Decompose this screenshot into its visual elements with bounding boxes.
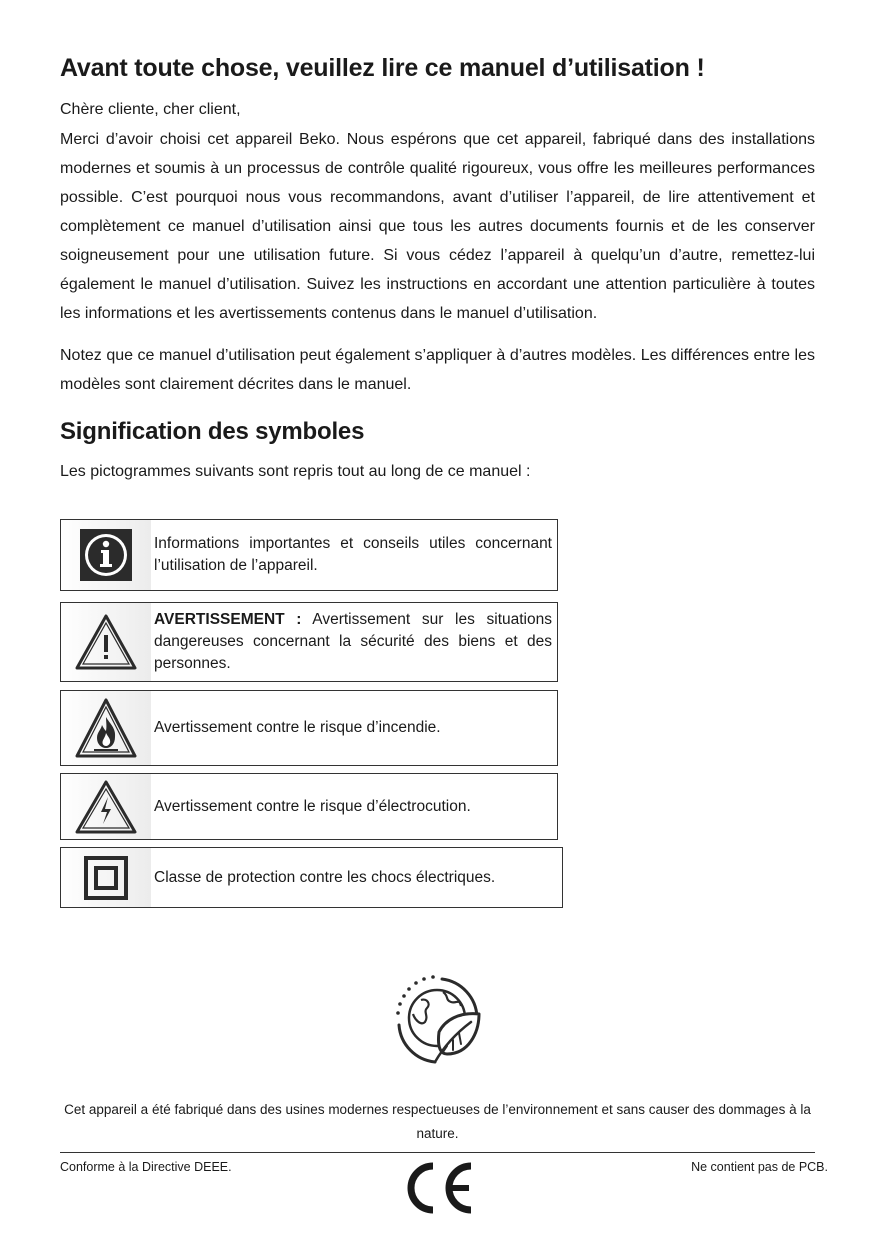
symbol-row-info: [60, 519, 558, 591]
ce-mark-icon: [397, 1160, 477, 1216]
page-title: Avant toute chose, veuillez lire ce manuel d’utilisation !: [60, 54, 705, 82]
warning-label: AVERTISSEMENT :: [154, 611, 302, 628]
models-note-paragraph: Notez que ce manuel d’utilisation peut également s’appliquer à d’autres modèles. Les différences entre les modèles sont clairement décrites dans le manuel.: [60, 347, 815, 393]
intro-paragraph: Merci d’avoir choisi cet appareil Beko. Nous espérons que cet appareil, fabriqué dans des installations modernes et soumis à un processus de contrôle qualité rigoureux, vous offre les meilleures performances possible. C’est pourquoi nous vous recommandons, avant d’utiliser l’appareil, de lire attentivement et complètement ce manuel d’utilisation ainsi que tous les autres documents fournis et de les conserver soigneusement pour une utilisation future. Si vous cédez l’appareil à quelqu’un d’autre, remettez-lui également le manuel d’utilisation. Suivez les instructions en accordant une attention particulière à toutes les informations et les avertissements contenus dans le manuel d’utilisation.: [60, 131, 815, 322]
symbol-text: Informations importantes et conseils utiles concernant l’utilisation de l’appareil.: [154, 535, 552, 574]
double-insulation-icon: [84, 856, 128, 900]
symbol-row-protection-class: [60, 847, 563, 908]
symbol-row-fire: [60, 690, 558, 766]
info-icon: [79, 528, 133, 582]
eco-friendly-icon: [387, 970, 487, 1070]
symbol-text: Classe de protection contre les chocs électriques.: [154, 868, 496, 886]
eco-statement: Cet appareil a été fabriqué dans des usines modernes respectueuses de l’environnement et sans causer des dommages à la nature.: [64, 1102, 811, 1141]
footer-divider: [60, 1152, 815, 1153]
symbol-text: Avertissement sur les situations dangereuses concernant la sécurité des biens et des personnes.: [154, 611, 552, 672]
greeting: Chère cliente, cher client,: [60, 101, 241, 118]
symbols-intro: Les pictogrammes suivants sont repris tout au long de ce manuel :: [60, 463, 531, 480]
electric-warning-icon: [74, 779, 138, 835]
symbol-row-electric: [60, 773, 558, 840]
symbol-text: Avertissement contre le risque d’électrocution.: [154, 797, 471, 815]
symbol-text: Avertissement contre le risque d’incendie.: [154, 719, 441, 736]
warning-icon: [74, 613, 138, 671]
no-pcb-statement: Ne contient pas de PCB.: [691, 1160, 828, 1174]
weee-compliance: Conforme à la Directive DEEE.: [60, 1160, 232, 1174]
fire-warning-icon: [74, 697, 138, 759]
symbols-heading: Signification des symboles: [60, 418, 365, 445]
symbol-row-warning: [60, 602, 558, 682]
